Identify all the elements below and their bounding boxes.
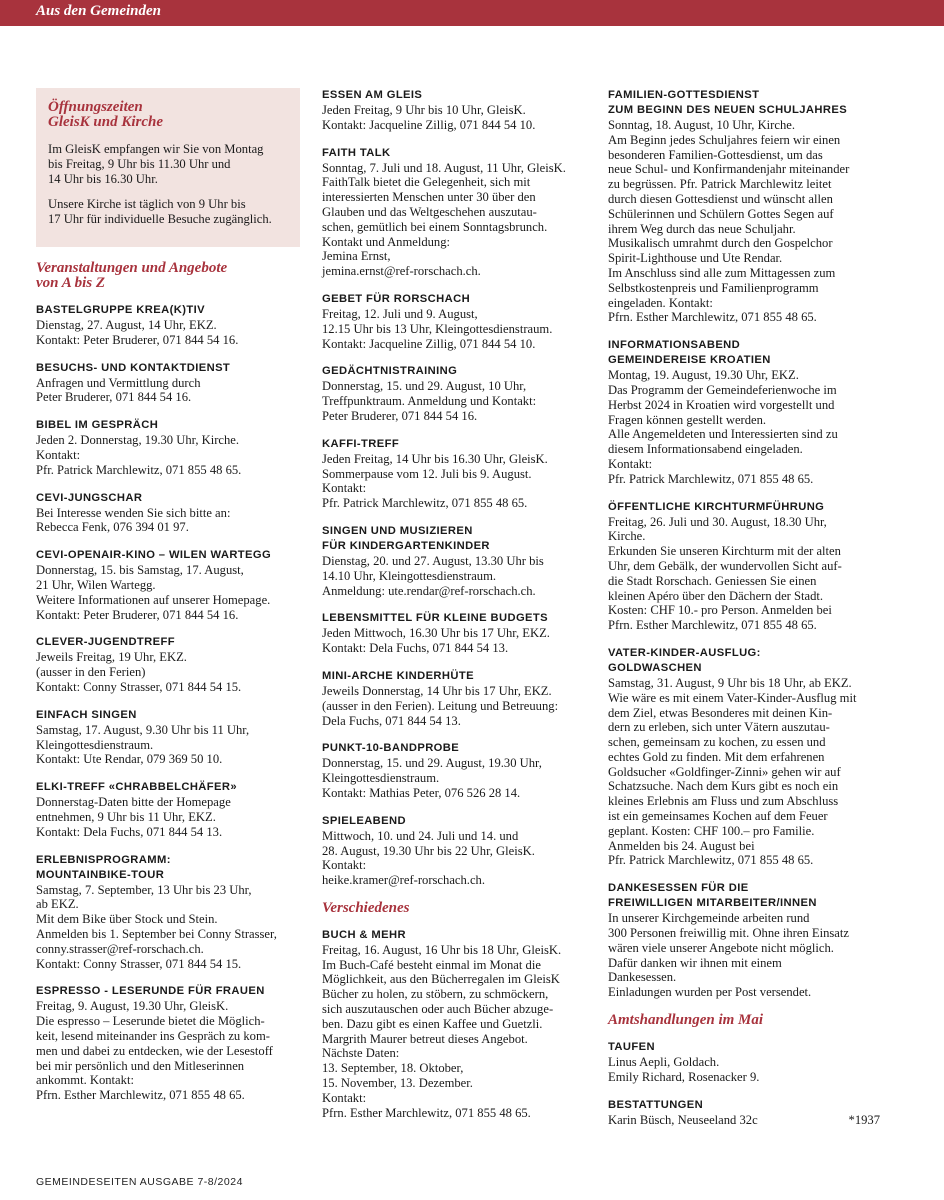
entry-line: Pfr. Patrick Marchlewitz, 071 855 48 65. <box>36 462 242 477</box>
event-entry <box>36 418 300 477</box>
entry-line: neue Schul- und Konfirmandenjahr miteinander <box>608 162 850 177</box>
entry-line: Kontakt: <box>322 858 367 873</box>
entry-line: Anmeldung: ute.rendar@ref-rorschach.ch. <box>322 583 536 598</box>
entry-line: Freitag, 9. August, 19.30 Uhr, GleisK. <box>36 999 229 1014</box>
event-title: INFORMATIONSABEND GEMEINDEREISE KROATIEN <box>608 339 771 367</box>
entry-line: Uhr, dem Gebälk, der wundervollen Sicht auf- <box>608 558 842 573</box>
entry-line: Jeden Freitag, 9 Uhr bis 10 Uhr, GleisK. <box>322 103 526 117</box>
entry-line: conny.strasser@ref-rorschach.ch. <box>36 941 204 956</box>
entry-line: Linus Aepli, Goldach. <box>608 1055 720 1070</box>
event-entry <box>36 491 300 536</box>
entry-line: Bücher zu holen, zu stöbern, zu schmöckern, <box>322 987 549 1002</box>
page-footer: GEMEINDESEITEN AUSGABE 7-8/2024 <box>36 1176 243 1188</box>
baptisms-entry <box>608 1040 880 1085</box>
event-entry <box>322 611 584 656</box>
entry-line: ab EKZ. <box>36 897 79 912</box>
event-title: BIBEL IM GESPRÄCH <box>36 419 159 432</box>
entry-line: Rebecca Fenk, 076 394 01 97. <box>36 520 189 535</box>
entry-line: schen, gemeinsam zu kochen, zu essen und <box>608 735 826 750</box>
entry-line: Nächste Daten: <box>322 1046 400 1061</box>
entry-line: Donnerstag, 15. und 29. August, 10 Uhr, <box>322 379 527 394</box>
entry-line: Emily Richard, Rosenacker 9. <box>608 1069 760 1084</box>
event-entry <box>36 984 300 1103</box>
entry-line: durch diesen Gottesdienst und wünscht allen <box>608 191 833 206</box>
entry-line: Weitere Informationen auf unserer Homepage. <box>36 592 271 607</box>
entry-line: ben. Dazu gibt es einen Kaffee und Guetzli. <box>322 1016 543 1031</box>
column-3 <box>608 88 880 1140</box>
event-entry <box>36 303 300 348</box>
opening-hours-church: Unsere Kirche ist täglich von 9 Uhr bis 17 Uhr für individuelle Besuche zugänglich. <box>48 197 272 226</box>
entry-line: echtes Gold zu finden. Mit dem erfahrenen <box>608 749 825 764</box>
entry-line: Das Programm der Gemeindeferienwoche im <box>608 382 837 397</box>
entry-line: Im Anschluss sind alle zum Mittagessen zum <box>608 265 836 280</box>
entry-line: Einladungen wurden per Post versendet. <box>608 985 812 1000</box>
entry-line: dem Ziel, etwas Besonderes mit deinen Kin- <box>608 705 833 720</box>
event-title: DANKESESSEN FÜR DIE FREIWILLIGEN MITARBEITER/INNEN <box>608 882 817 910</box>
entry-line: kleines Erlebnis am Fluss und zum Abschluss <box>608 794 839 809</box>
entry-line: Donnerstag, 15. und 29. August, 19.30 Uhr, <box>322 756 542 771</box>
column-1 <box>36 88 300 1116</box>
entry-line: Donnerstag-Daten bitte der Homepage <box>36 795 231 810</box>
entry-line: Pfrn. Esther Marchlewitz, 071 855 48 65. <box>608 310 817 325</box>
entry-line: Freitag, 12. Juli und 9. August, <box>322 306 478 321</box>
event-title: ERLEBNISPROGRAMM: MOUNTAINBIKE-TOUR <box>36 853 171 881</box>
event-title: GEBET FÜR RORSCHACH <box>322 292 471 305</box>
entry-line: jemina.ernst@ref-rorschach.ch. <box>322 264 481 279</box>
entry-line: Jemina Ernst, <box>322 249 391 264</box>
column-2 <box>322 88 584 1133</box>
event-title: LEBENSMITTEL FÜR KLEINE BUDGETS <box>322 612 549 625</box>
event-title: ESPRESSO - LESERUNDE FÜR FRAUEN <box>36 985 265 998</box>
event-entry <box>322 88 584 133</box>
entry-line: Donnerstag, 15. bis Samstag, 17. August, <box>36 563 244 578</box>
entry-line: Goldsucher «Goldfinger-Zinni» gehen wir auf <box>608 764 841 779</box>
opening-hours-title: Öffnungszeiten GleisK und Kirche <box>48 99 164 130</box>
event-entry <box>36 780 300 839</box>
entry-line: Kontakt: Peter Bruderer, 071 844 54 16. <box>36 332 239 347</box>
entry-line: Mit dem Bike über Stock und Stein. <box>36 912 218 927</box>
entry-line: Kosten: CHF 10.- pro Person. Anmelden bei <box>608 603 832 618</box>
entry-line: Kleingottesdienstraum. <box>36 737 154 752</box>
entry-line: Kirche. <box>608 529 646 544</box>
entry-line: schen, gemütlich bei einem Sonntagsbrunch. <box>322 219 548 234</box>
entry-line: eingeladen. Kontakt: <box>608 295 713 310</box>
event-title: SPIELEABEND <box>322 814 406 827</box>
funeral-name: Karin Büsch, Neuseeland 32c <box>608 1112 758 1127</box>
entry-line: (ausser in den Ferien) <box>36 665 146 680</box>
event-title: ÖFFENTLICHE KIRCHTURMFÜHRUNG <box>608 500 825 513</box>
opening-hours-gleisk: Im GleisK empfangen wir Sie von Montag bis Freitag, 9 Uhr bis 11.30 Uhr und 14 Uhr bis 16.30 Uhr. <box>48 142 264 186</box>
entry-line: geplant. Kosten: CHF 100.– pro Familie. <box>608 823 815 838</box>
entry-line: Anfragen und Vermittlung durch <box>36 375 201 390</box>
entry-line: Sonntag, 18. August, 10 Uhr, Kirche. <box>608 118 795 132</box>
entry-line: Pfrn. Esther Marchlewitz, 071 855 48 65. <box>322 1105 531 1120</box>
entry-line: Dafür danken wir ihnen mit einem <box>608 955 782 970</box>
entry-line: Am Beginn jedes Schuljahres feiern wir einen <box>608 132 841 147</box>
event-title: SINGEN UND MUSIZIEREN FÜR KINDERGARTENKINDER <box>322 524 490 552</box>
entry-line: 21 Uhr, Wilen Wartegg. <box>36 577 156 592</box>
entry-line: Pfr. Patrick Marchlewitz, 071 855 48 65. <box>608 471 814 486</box>
entry-line: Pfr. Patrick Marchlewitz, 071 855 48 65. <box>322 496 528 511</box>
funeral-birth-year: *1937 <box>848 1112 880 1127</box>
entry-line: Möglichkeit, aus den Bücherregalen im GleisK <box>322 972 560 987</box>
entry-line: ist ein gemeinsames Kochen auf dem Feuer <box>608 809 828 824</box>
events-list-col1 <box>36 303 300 1103</box>
entry-line: (ausser in den Ferien). Leitung und Betreuung: <box>322 698 559 713</box>
entry-line: Kontakt: Jacqueline Zillig, 071 844 54 10. <box>322 117 536 132</box>
entry-line: Kontakt: Mathias Peter, 076 526 28 14. <box>322 785 521 800</box>
entry-line: ankommt. Kontakt: <box>36 1073 134 1088</box>
event-entry <box>322 669 584 728</box>
entry-line: 15. November, 13. Dezember. <box>322 1076 473 1091</box>
entry-line: Herbst 2024 in Kroatien wird vorgestellt und <box>608 397 835 412</box>
entry-line: 28. August, 19.30 Uhr bis 22 Uhr, GleisK. <box>322 843 535 858</box>
entry-line: Margrith Maurer betreut dieses Angebot. <box>322 1031 528 1046</box>
event-entry <box>322 437 584 511</box>
entry-line: Kontakt: <box>36 447 81 462</box>
entry-line: Samstag, 31. August, 9 Uhr bis 18 Uhr, ab EKZ. <box>608 675 852 690</box>
event-entry <box>36 548 300 622</box>
funerals-entry <box>608 1098 880 1128</box>
event-title: EINFACH SINGEN <box>36 708 137 721</box>
entry-line: Dankesessen. <box>608 970 677 985</box>
opening-hours-box <box>36 88 300 247</box>
entry-line: Freitag, 26. Juli und 30. August, 18.30 Uhr, <box>608 514 827 529</box>
event-title: BUCH & MEHR <box>322 928 406 941</box>
entry-line: wären viele unserer Angebote nicht möglich. <box>608 940 834 955</box>
entry-line: sich auszutauschen oder auch Bücher abzuge- <box>322 1002 554 1017</box>
entry-line: Fragen können gestellt werden. <box>608 412 767 427</box>
entry-line: Samstag, 17. August, 9.30 Uhr bis 11 Uhr, <box>36 722 250 737</box>
entry-line: Anmelden bis 1. September bei Conny Strasser, <box>36 926 277 941</box>
event-title: ESSEN AM GLEIS <box>322 89 423 101</box>
event-entry <box>322 928 584 1121</box>
event-title: MINI-ARCHE KINDERHÜTE <box>322 669 474 682</box>
event-entry <box>322 524 584 598</box>
entry-line: besonderen Familien-Gottesdienst, um das <box>608 147 823 162</box>
entry-line: Anmelden bis 24. August bei <box>608 838 755 853</box>
entry-line: Pfr. Patrick Marchlewitz, 071 855 48 65. <box>608 853 814 868</box>
entry-line: diesem Informationsabend eingeladen. <box>608 442 803 457</box>
entry-line: entnehmen, 9 Uhr bis 11 Uhr, EKZ. <box>36 809 216 824</box>
entry-line: FaithTalk bietet die Gelegenheit, sich mit <box>322 175 531 190</box>
entry-line: heike.kramer@ref-rorschach.ch. <box>322 873 485 888</box>
entry-line: Kleingottesdienstraum. <box>322 771 440 786</box>
entry-line: men und dabei zu entdecken, wie der Lesestoff <box>36 1043 273 1058</box>
entry-line: Pfrn. Esther Marchlewitz, 071 855 48 65. <box>36 1088 245 1103</box>
entry-line: In unserer Kirchgemeinde arbeiten rund <box>608 911 810 926</box>
funeral-record <box>608 1113 880 1128</box>
entry-line: Kontakt: Ute Rendar, 079 369 50 10. <box>36 752 223 767</box>
entry-line: interessierten Menschen unter 30 über den <box>322 190 536 205</box>
entry-line: Samstag, 7. September, 13 Uhr bis 23 Uhr, <box>36 882 252 897</box>
entry-line: Jeweils Donnerstag, 14 Uhr bis 17 Uhr, EKZ. <box>322 683 552 698</box>
entry-line: Kontakt: Dela Fuchs, 071 844 54 13. <box>36 824 223 839</box>
entry-line: Wie wäre es mit einem Vater-Kinder-Ausflug mit <box>608 690 857 705</box>
entry-line: Glauben und das Weltgeschehen auszutau- <box>322 204 537 219</box>
event-entry <box>608 338 880 486</box>
event-entry <box>322 741 584 800</box>
entry-line: Montag, 19. August, 19.30 Uhr, EKZ. <box>608 368 799 383</box>
entry-line: ihrem Weg durch das neue Schuljahr. <box>608 221 796 236</box>
event-title: CEVI-OPENAIR-KINO – WILEN WARTEGG <box>36 549 272 562</box>
entry-line: kleinen Apéro über den Dächern der Stadt. <box>608 588 824 603</box>
entry-line: 12.15 Uhr bis 13 Uhr, Kleingottesdienstraum. <box>322 321 553 336</box>
entry-line: Kontakt: Conny Strasser, 071 844 54 15. <box>36 679 242 694</box>
entry-line: Im Buch-Café besteht einmal im Monat die <box>322 957 541 972</box>
entry-line: Jeden Freitag, 14 Uhr bis 16.30 Uhr, GleisK. <box>322 451 548 466</box>
entry-line: Schülerinnen und Schülern Gottes Segen auf <box>608 206 834 221</box>
entry-line: Jeweils Freitag, 19 Uhr, EKZ. <box>36 650 187 665</box>
entry-line: Erkunden Sie unseren Kirchturm mit der alten <box>608 544 841 559</box>
entry-line: Die espresso – Leserunde bietet die Möglich- <box>36 1014 265 1029</box>
entry-line: Dienstag, 27. August, 14 Uhr, EKZ. <box>36 318 217 332</box>
events-list-col2 <box>322 88 584 888</box>
entry-line: Sommerpause vom 12. Juli bis 9. August. <box>322 466 532 481</box>
entry-line: Spirit-Lighthouse und Ute Rendar. <box>608 251 783 266</box>
entry-line: Kontakt: Dela Fuchs, 071 844 54 13. <box>322 641 509 656</box>
event-entry <box>36 853 300 972</box>
event-title: FAITH TALK <box>322 146 391 159</box>
entry-line: Kontakt und Anmeldung: <box>322 234 451 249</box>
events-list-col3 <box>608 88 880 1000</box>
entry-line: Schatzsuche. Nach dem Kurs gibt es noch ein <box>608 779 839 794</box>
entry-line: Kontakt: Jacqueline Zillig, 071 844 54 10. <box>322 336 536 351</box>
entry-line: Freitag, 16. August, 16 Uhr bis 18 Uhr, GleisK. <box>322 942 562 957</box>
event-title: BASTELGRUPPE KREA(K)TIV <box>36 304 205 316</box>
event-title: CLEVER-JUGENDTREFF <box>36 636 175 649</box>
entry-line: Dela Fuchs, 071 844 54 13. <box>322 713 461 728</box>
entry-line: 300 Personen freiwillig mit. Ohne ihren Einsatz <box>608 926 849 941</box>
event-title: GEDÄCHTNISTRAINING <box>322 365 458 378</box>
entry-line: Musikalisch umrahmt durch den Gospelchor <box>608 236 833 251</box>
entry-line: Alle Angemeldeten und Interessierten sind zu <box>608 427 838 442</box>
entry-line: dern zu erleben, sich unter Vätern auszutau- <box>608 720 830 735</box>
event-entry <box>36 708 300 767</box>
event-entry <box>322 364 584 423</box>
event-entry <box>608 88 880 325</box>
entry-line: Jeden Mittwoch, 16.30 Uhr bis 17 Uhr, EKZ. <box>322 626 550 641</box>
section-header-bar <box>0 0 944 26</box>
entry-line: Kontakt: Conny Strasser, 071 844 54 15. <box>36 956 242 971</box>
entry-line: Kontakt: <box>608 456 653 471</box>
entry-line: Selbstkostenpreis und Familienprogramm <box>608 280 819 295</box>
event-title: ELKI-TREFF «CHRABBELCHÄFER» <box>36 781 237 794</box>
entry-line: die Stadt Rorschach. Geniessen Sie einen <box>608 573 817 588</box>
event-title: VATER-KINDER-AUSFLUG: GOLDWASCHEN <box>608 646 761 674</box>
entry-line: Treffpunktraum. Anmeldung und Kontakt: <box>322 394 537 409</box>
entry-line: Kontakt: <box>322 481 367 496</box>
entry-line: Mittwoch, 10. und 24. Juli und 14. und <box>322 828 519 843</box>
event-entry <box>608 881 880 1000</box>
entry-line: Bei Interesse wenden Sie sich bitte an: <box>36 505 231 520</box>
entry-line: Peter Bruderer, 071 844 54 16. <box>36 390 192 405</box>
event-title: FAMILIEN-GOTTESDIENST ZUM BEGINN DES NEUEN SCHULJAHRES <box>608 89 848 116</box>
events-heading: Veranstaltungen und Angebote von A bis Z <box>36 260 228 291</box>
entry-line: Kontakt: Peter Bruderer, 071 844 54 16. <box>36 607 239 622</box>
entry-line: zu begrüssen. Pfr. Patrick Marchlewitz leitet <box>608 177 832 192</box>
event-entry <box>322 292 584 351</box>
entry-line: Pfrn. Esther Marchlewitz, 071 855 48 65. <box>608 618 817 633</box>
funerals-title: BESTATTUNGEN <box>608 1098 704 1111</box>
event-title: BESUCHS- UND KONTAKTDIENST <box>36 361 231 374</box>
event-entry <box>322 146 584 279</box>
baptisms-title: TAUFEN <box>608 1041 655 1054</box>
entry-line: 14.10 Uhr, Kleingottesdienstraum. <box>322 568 497 583</box>
entry-line: Kontakt: <box>322 1090 367 1105</box>
event-title: PUNKT-10-BANDPROBE <box>322 742 460 755</box>
entry-line: bei mir persönlich und den Mitleserinnen <box>36 1058 245 1073</box>
event-entry <box>608 500 880 633</box>
misc-heading: Verschiedenes <box>322 899 410 916</box>
entry-line: Dienstag, 20. und 27. August, 13.30 Uhr bis <box>322 553 544 568</box>
official-acts-heading: Amtshandlungen im Mai <box>608 1012 764 1029</box>
misc-list <box>322 928 584 1121</box>
event-entry <box>608 646 880 868</box>
entry-line: Jeden 2. Donnerstag, 19.30 Uhr, Kirche. <box>36 433 240 448</box>
event-entry <box>36 635 300 694</box>
entry-line: 13. September, 18. Oktober, <box>322 1061 464 1076</box>
section-header-title: Aus den Gemeinden <box>36 3 162 19</box>
entry-line: Peter Bruderer, 071 844 54 16. <box>322 408 478 423</box>
event-title: KAFFI-TREFF <box>322 437 400 450</box>
event-title: CEVI-JUNGSCHAR <box>36 491 143 504</box>
entry-line: keit, lesend miteinander ins Gespräch zu kom- <box>36 1028 270 1043</box>
event-entry <box>322 814 584 888</box>
entry-line: Sonntag, 7. Juli und 18. August, 11 Uhr, GleisK. <box>322 160 566 175</box>
event-entry <box>36 361 300 406</box>
